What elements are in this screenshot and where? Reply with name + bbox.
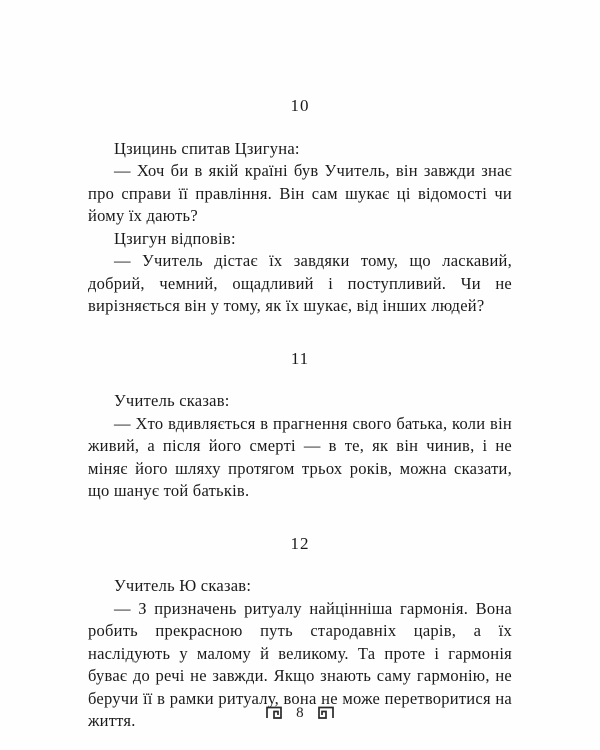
- paragraph: Цзицинь спитав Цзигуна:: [114, 138, 300, 158]
- page-number: 8: [296, 704, 304, 721]
- section-number: 11: [290, 348, 310, 368]
- paragraph: — Хто вдивляється в прагнення свого батька, коли він живий, а після його смерті — в те, як він чинив, і не міняє його шляху протягом трьох років, можна сказати, що шанує той батьків.: [88, 413, 512, 500]
- paragraph: Учитель Ю сказав:: [114, 576, 252, 595]
- scroll-ornament-right-icon: [316, 705, 336, 720]
- paragraph: Учитель сказав:: [114, 391, 230, 410]
- paragraph: — З призначень ритуалу найцінніша гармонія. Вона робить прекрасною путь стародавніх царів, а їх наслідують у малому й великому. Та проте і гармонія буває до речі не завжди. Якщо знають саму гармонію, не беручи її в рамки ритуалу, вона не може перетворитися на життя.: [88, 598, 512, 730]
- paragraph: Цзигун відповів:: [114, 228, 236, 248]
- section-number: 10: [290, 96, 310, 115]
- section-10: [88, 95, 512, 318]
- paragraph: — Учитель дістає їх завдяки тому, що ласкавий, добрий, чемний, ощадливий і поступливий. Чи не вирізняється він у тому, як їх шукає, від інших людей?: [88, 251, 512, 315]
- page-footer: [0, 702, 600, 725]
- scroll-ornament-left-icon: [264, 705, 284, 720]
- section-number: 12: [290, 533, 310, 553]
- section-11: [88, 348, 512, 503]
- paragraph: — Хоч би в якій країні був Учитель, він завжди знає про справи її правління. Він сам шукає ці відомості чи йому їх дають?: [88, 161, 512, 225]
